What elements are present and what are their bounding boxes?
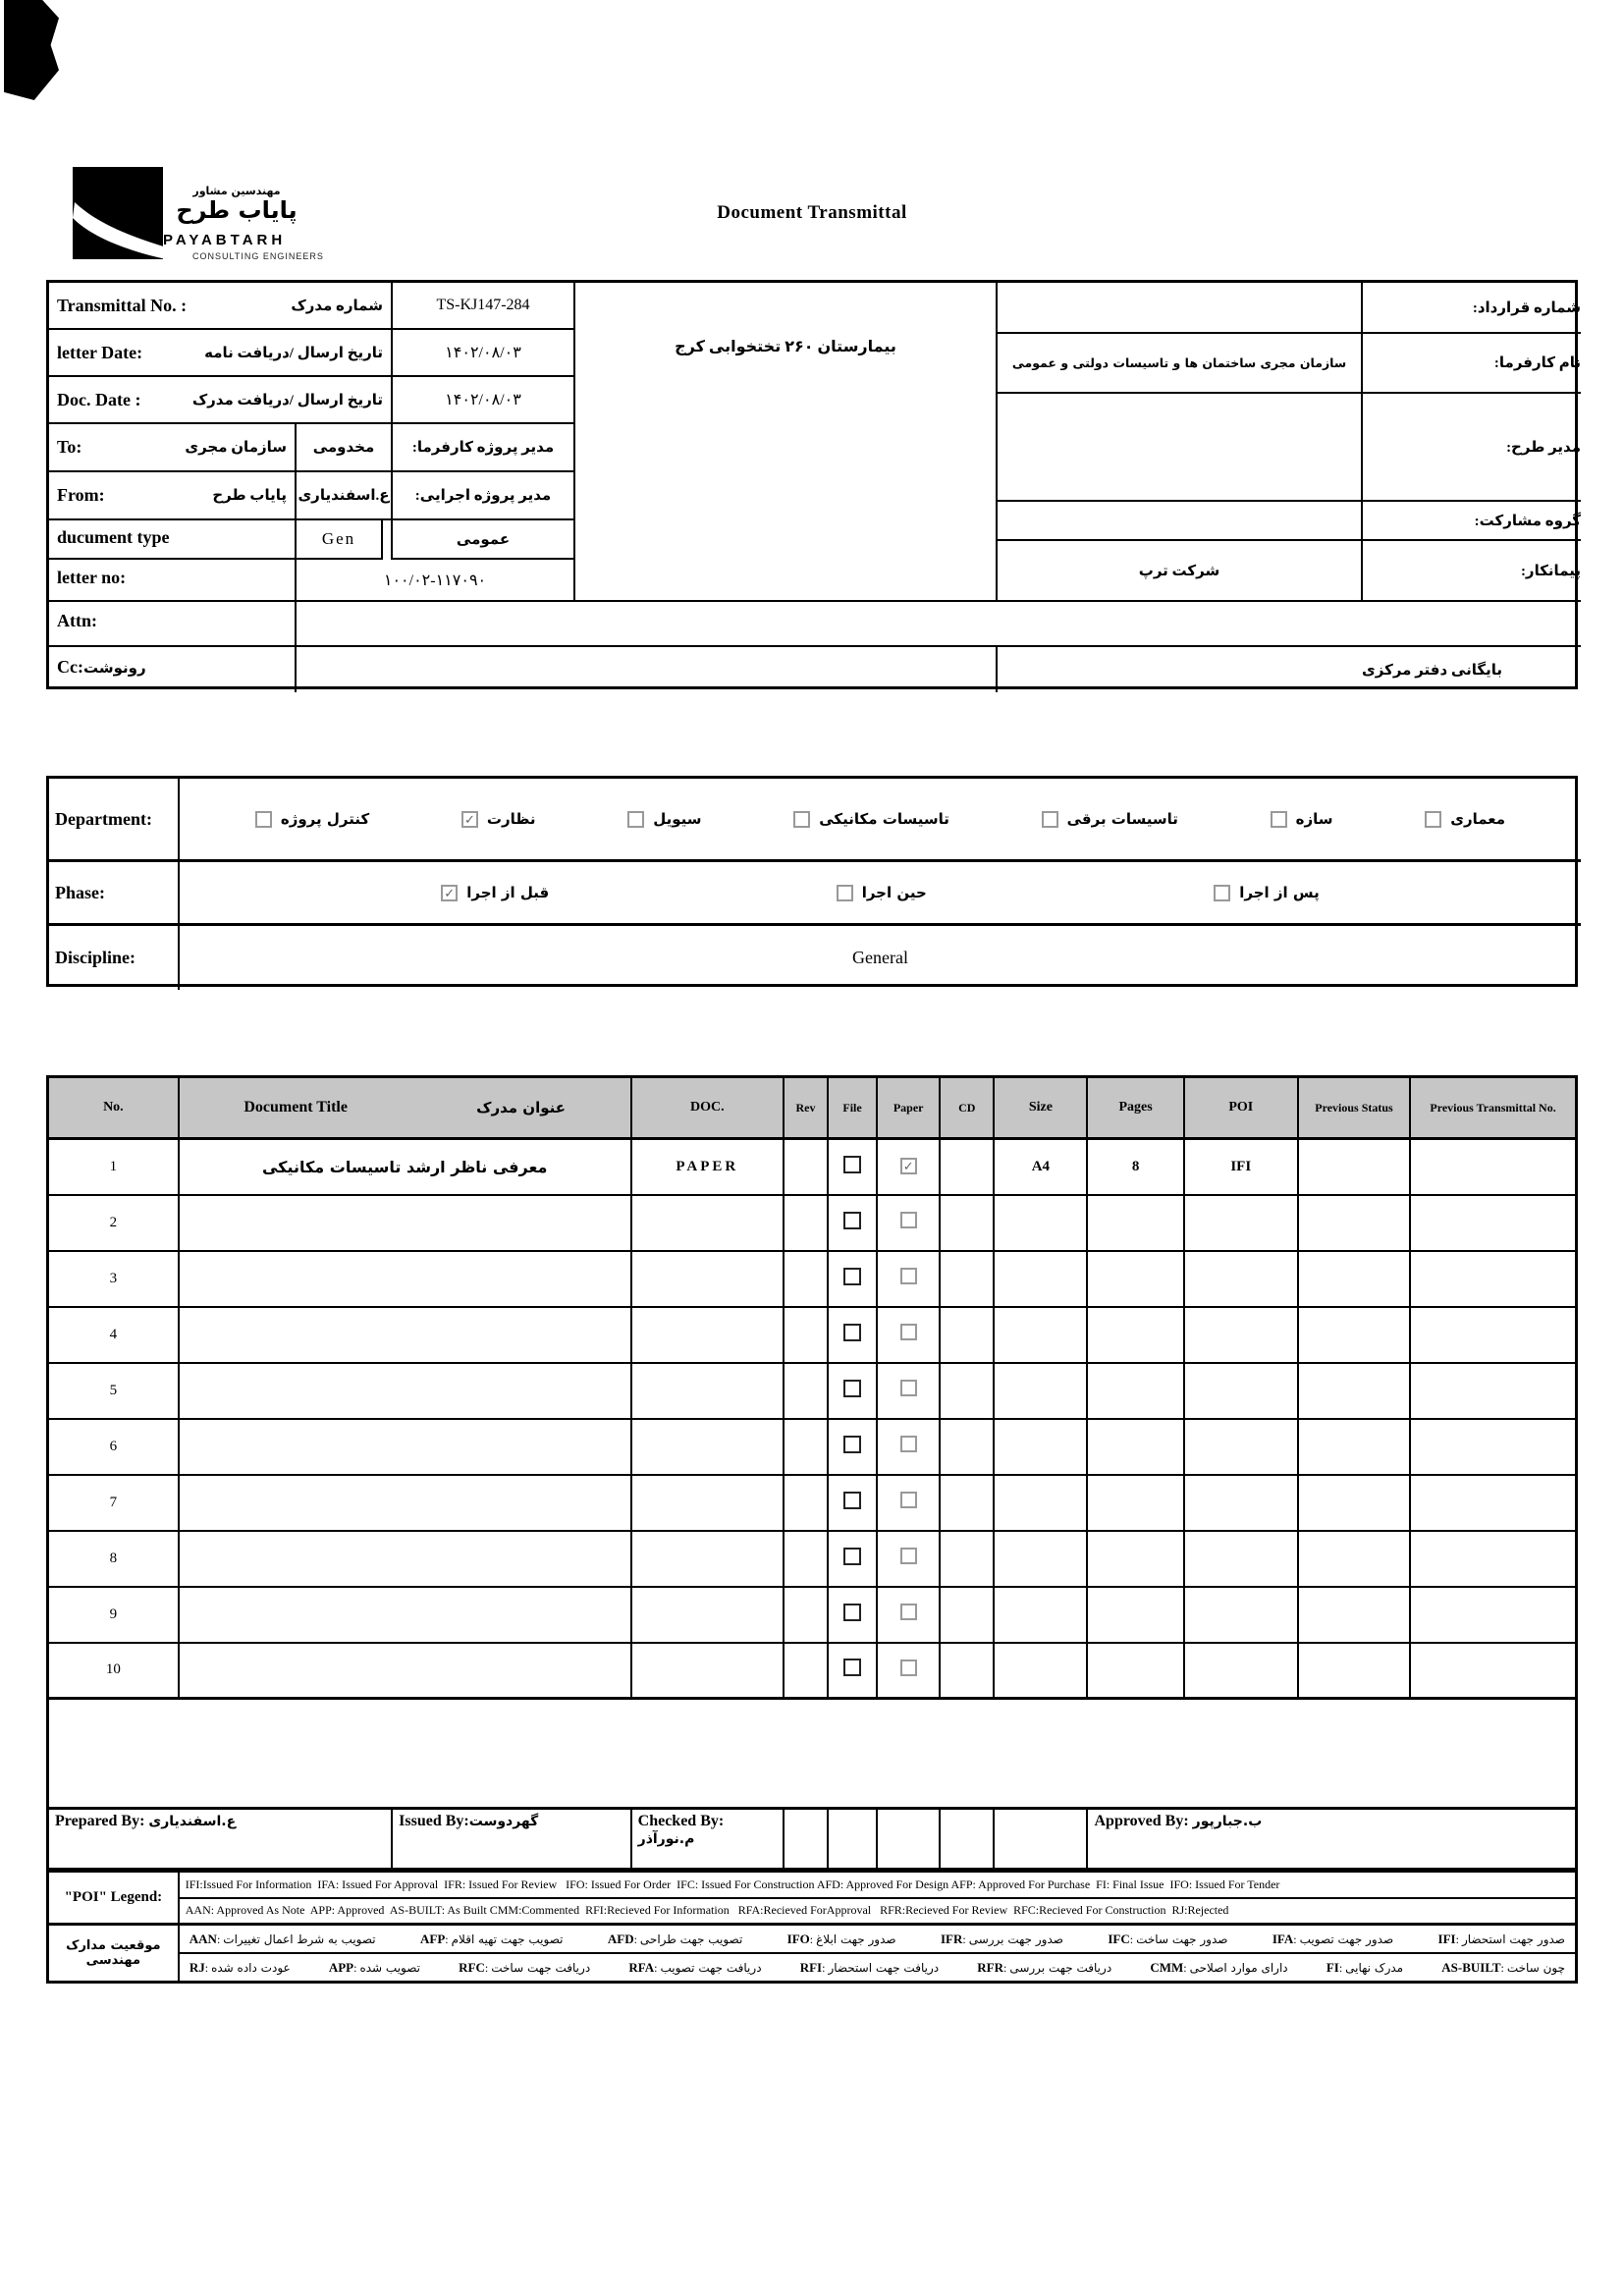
row-size	[994, 1587, 1087, 1643]
row-no: 7	[48, 1475, 179, 1531]
row-pages	[1087, 1475, 1183, 1531]
row-pages: 8	[1087, 1139, 1183, 1195]
table-row	[48, 1195, 1577, 1251]
row-title	[179, 1251, 631, 1307]
row-file	[828, 1531, 877, 1587]
row-prev-status	[1298, 1475, 1410, 1531]
row-rev	[784, 1419, 828, 1475]
row-prev-transmittal	[1410, 1363, 1576, 1419]
letter-date-value: ۱۴۰۲/۰۸/۰۳	[393, 330, 575, 377]
row-title	[179, 1363, 631, 1419]
department-option: ✓ نظارت	[461, 810, 536, 828]
col-doc: DOC.	[631, 1077, 784, 1139]
table-row	[48, 1587, 1577, 1643]
row-pages	[1087, 1363, 1183, 1419]
document-type-code: Gen	[297, 520, 383, 560]
row-cd	[940, 1251, 994, 1307]
department-option: سازه	[1271, 810, 1333, 828]
table-row	[48, 1251, 1577, 1307]
row-file	[828, 1587, 877, 1643]
col-poi: POI	[1184, 1077, 1298, 1139]
col-size: Size	[994, 1077, 1087, 1139]
file-checkbox[interactable]	[843, 1212, 861, 1229]
header-table	[46, 280, 1581, 689]
row-prev-status	[1298, 1587, 1410, 1643]
document-type-label: ducument type	[49, 520, 297, 560]
notes-area	[46, 1700, 1578, 1810]
row-cd	[940, 1419, 994, 1475]
checkbox-mechanical[interactable]	[793, 811, 810, 828]
row-rev	[784, 1363, 828, 1419]
transmittal-no-label: Transmittal No. : شماره مدرک	[49, 283, 393, 330]
design-manager-label: مدیر طرح:	[1363, 394, 1581, 502]
row-poi	[1184, 1307, 1298, 1363]
to-person: مخدومی	[297, 424, 393, 472]
logo-brand-en-sub: CONSULTING ENGINEERS	[192, 251, 324, 261]
checkbox-electrical[interactable]	[1042, 811, 1058, 828]
row-size	[994, 1195, 1087, 1251]
checkbox-supervision[interactable]: ✓	[461, 811, 478, 828]
row-file	[828, 1195, 877, 1251]
col-prev-transmittal: Previous Transmittal No.	[1410, 1077, 1576, 1139]
table-row	[48, 1139, 1577, 1195]
col-title: Document Title عنوان مدرک	[179, 1077, 631, 1139]
doc-table-header-row	[48, 1077, 1577, 1139]
from-person: ع.اسفندیاری	[297, 472, 393, 520]
file-checkbox[interactable]	[843, 1436, 861, 1453]
to-label: To: سازمان مجری	[49, 424, 297, 472]
row-cd	[940, 1531, 994, 1587]
row-paper	[877, 1251, 940, 1307]
row-paper	[877, 1587, 940, 1643]
department-option: معماری	[1425, 810, 1505, 828]
row-pages	[1087, 1195, 1183, 1251]
file-checkbox[interactable]	[843, 1324, 861, 1341]
row-prev-transmittal	[1410, 1475, 1576, 1531]
row-paper	[877, 1363, 940, 1419]
row-prev-status	[1298, 1363, 1410, 1419]
file-checkbox[interactable]	[843, 1268, 861, 1285]
discipline-label: Discipline:	[49, 926, 180, 990]
row-poi	[1184, 1419, 1298, 1475]
row-rev	[784, 1531, 828, 1587]
row-file	[828, 1643, 877, 1699]
file-checkbox[interactable]	[843, 1604, 861, 1621]
row-doc	[631, 1195, 784, 1251]
row-doc	[631, 1307, 784, 1363]
document-type-fa: عمومی	[391, 520, 575, 560]
from-label: From: پایاب طرح	[49, 472, 297, 520]
document-list-table	[46, 1075, 1578, 1700]
row-paper	[877, 1475, 940, 1531]
row-title	[179, 1643, 631, 1699]
row-rev	[784, 1587, 828, 1643]
cc-value	[297, 647, 998, 692]
contract-no-label: شماره قرارداد:	[1363, 283, 1581, 334]
row-no: 5	[48, 1363, 179, 1419]
row-file	[828, 1475, 877, 1531]
row-pages	[1087, 1419, 1183, 1475]
poi-legend-fa-label: موقعیت مدارک مهندسی	[48, 1925, 179, 1983]
approved-by-cell: Approved By: ب.جبارپور	[1087, 1809, 1576, 1870]
row-file	[828, 1419, 877, 1475]
department-option: تاسیسات مکانیکی	[793, 810, 949, 828]
row-size: A4	[994, 1139, 1087, 1195]
signature-row	[46, 1807, 1578, 1871]
row-rev	[784, 1195, 828, 1251]
row-rev	[784, 1643, 828, 1699]
logo-brand-en: PAYABTARH	[163, 232, 287, 248]
checkbox-civil[interactable]	[627, 811, 644, 828]
row-size	[994, 1419, 1087, 1475]
row-title	[179, 1475, 631, 1531]
poi-legend	[46, 1870, 1578, 1984]
row-size	[994, 1251, 1087, 1307]
row-prev-transmittal	[1410, 1643, 1576, 1699]
issued-by-cell: Issued By:گهردوست	[392, 1809, 630, 1870]
row-no: 9	[48, 1587, 179, 1643]
department-options	[180, 779, 1581, 862]
row-doc	[631, 1419, 784, 1475]
department-option: کنترل پروژه	[255, 810, 369, 828]
letter-no-value: ۱۰۰/۰۲-۱۱۷۰۹۰	[297, 560, 575, 602]
row-prev-status	[1298, 1307, 1410, 1363]
row-doc	[631, 1251, 784, 1307]
checkbox-structure[interactable]	[1271, 811, 1287, 828]
client-label: نام کارفرما:	[1363, 334, 1581, 394]
paper-checkbox[interactable]	[900, 1604, 917, 1620]
phase-option: حین اجرا	[837, 884, 927, 901]
checkbox-before-execution[interactable]: ✓	[441, 885, 458, 901]
logo-brand-fa-small: مهندسین مشاور	[192, 185, 281, 197]
row-cd	[940, 1307, 994, 1363]
row-title	[179, 1419, 631, 1475]
row-file	[828, 1251, 877, 1307]
col-cd: CD	[940, 1077, 994, 1139]
signature-spacer-cell	[994, 1809, 1087, 1870]
row-poi	[1184, 1475, 1298, 1531]
logo-brand-fa: پایاب طرح	[176, 196, 298, 224]
row-rev	[784, 1251, 828, 1307]
row-pages	[1087, 1307, 1183, 1363]
row-paper	[877, 1531, 940, 1587]
prepared-by-cell: Prepared By: ع.اسفندیاری	[48, 1809, 393, 1870]
row-prev-transmittal	[1410, 1587, 1576, 1643]
row-prev-transmittal	[1410, 1195, 1576, 1251]
row-paper	[877, 1419, 940, 1475]
table-row	[48, 1643, 1577, 1699]
phase-option: پس از اجرا	[1214, 884, 1319, 901]
row-poi	[1184, 1587, 1298, 1643]
row-title: معرفی ناظر ارشد تاسیسات مکانیکی	[179, 1139, 631, 1195]
row-prev-status	[1298, 1531, 1410, 1587]
poi-legend-label: "POI" Legend:	[48, 1872, 179, 1925]
poi-legend-fa-row1: IFI: صدور جهت استحضار IFA: صدور جهت تصویب IFC: صدور جهت ساخت IFR: صدور جهت بررسی IFO: صدور جهت ابلاغ AFD: تصویب جهت طراحی AFP: تصویب جهت تهیه اقلام AAN: تصویب به شرط اعمال تغییرات	[179, 1925, 1577, 1954]
checkbox-during-execution[interactable]	[837, 885, 853, 901]
row-pages	[1087, 1531, 1183, 1587]
jv-group-label: گروه مشارکت:	[1363, 502, 1581, 541]
row-rev	[784, 1475, 828, 1531]
poi-legend-fa-row2: AS-BUILT: چون ساخت FI: مدرک نهایی CMM: دارای موارد اصلاحی RFR: دریافت جهت بررسی RFI: دریافت جهت استحضار RFA: دریافت جهت تصویب RFC: دریافت جهت ساخت APP: تصویب شده RJ: عودت داده شده	[179, 1953, 1577, 1983]
row-title	[179, 1195, 631, 1251]
col-pages: Pages	[1087, 1077, 1183, 1139]
page-title: Document Transmittal	[717, 202, 907, 223]
row-no: 1	[48, 1139, 179, 1195]
attn-label: Attn:	[49, 602, 297, 647]
row-no: 8	[48, 1531, 179, 1587]
row-cd	[940, 1475, 994, 1531]
row-cd	[940, 1643, 994, 1699]
row-doc	[631, 1363, 784, 1419]
cc-archive: بایگانی دفتر مرکزی	[1362, 662, 1502, 679]
file-checkbox[interactable]	[843, 1156, 861, 1173]
scan-artifact	[4, 0, 59, 100]
row-no: 2	[48, 1195, 179, 1251]
contractor-value: شرکت ترپ	[998, 541, 1363, 602]
paper-checkbox[interactable]	[900, 1324, 917, 1340]
table-row	[48, 1307, 1577, 1363]
col-rev: Rev	[784, 1077, 828, 1139]
design-manager-value	[998, 394, 1363, 502]
phase-label: Phase:	[49, 862, 180, 926]
poi-legend-en-row1: IFI:Issued For Information IFA: Issued For Approval IFR: Issued For Review IFO: Issued For Order IFC: Issued For Construction AFD: Approved For Design AFP: Approved For Purchase FI: Final Issue IFO: Issued For Tender	[179, 1872, 1577, 1898]
paper-checkbox[interactable]	[900, 1380, 917, 1396]
discipline-value: General	[852, 948, 908, 967]
checkbox-architecture[interactable]	[1425, 811, 1441, 828]
row-paper	[877, 1643, 940, 1699]
department-label: Department:	[49, 779, 180, 862]
row-prev-status	[1298, 1643, 1410, 1699]
row-no: 3	[48, 1251, 179, 1307]
table-row	[48, 1531, 1577, 1587]
signature-spacer-cell	[784, 1809, 828, 1870]
col-prev-status: Previous Status	[1298, 1077, 1410, 1139]
row-doc	[631, 1587, 784, 1643]
doc-date-value: ۱۴۰۲/۰۸/۰۳	[393, 377, 575, 424]
col-paper: Paper	[877, 1077, 940, 1139]
row-poi: IFI	[1184, 1139, 1298, 1195]
row-paper	[877, 1307, 940, 1363]
row-title	[179, 1587, 631, 1643]
row-no: 10	[48, 1643, 179, 1699]
row-pages	[1087, 1643, 1183, 1699]
file-checkbox[interactable]	[843, 1548, 861, 1565]
row-prev-transmittal	[1410, 1531, 1576, 1587]
row-title	[179, 1307, 631, 1363]
signature-spacer-cell	[828, 1809, 877, 1870]
transmittal-no-value: TS-KJ147-284	[393, 283, 575, 330]
row-doc	[631, 1643, 784, 1699]
row-no: 4	[48, 1307, 179, 1363]
row-cd	[940, 1195, 994, 1251]
row-doc	[631, 1475, 784, 1531]
row-file	[828, 1139, 877, 1195]
letter-date-label: letter Date: تاریخ ارسال /دریافت نامه	[49, 330, 393, 377]
attn-value	[297, 602, 1581, 647]
row-prev-transmittal	[1410, 1419, 1576, 1475]
row-cd	[940, 1587, 994, 1643]
row-cd	[940, 1139, 994, 1195]
row-poi	[1184, 1531, 1298, 1587]
project-name: بیمارستان ۲۶۰ تختخوابی کرج	[575, 283, 998, 602]
classification-table	[46, 776, 1578, 987]
row-poi	[1184, 1643, 1298, 1699]
checkbox-project-control[interactable]	[255, 811, 272, 828]
letter-no-label: letter no:	[49, 560, 297, 602]
row-prev-status	[1298, 1195, 1410, 1251]
row-size	[994, 1531, 1087, 1587]
phase-options	[180, 862, 1581, 926]
jv-group-value	[998, 502, 1363, 541]
row-paper	[877, 1139, 940, 1195]
paper-checkbox[interactable]	[900, 1268, 917, 1284]
cc-label: Cc:رونوشت	[49, 647, 297, 692]
row-file	[828, 1363, 877, 1419]
row-no: 6	[48, 1419, 179, 1475]
row-prev-status	[1298, 1419, 1410, 1475]
row-prev-transmittal	[1410, 1251, 1576, 1307]
paper-checkbox[interactable]: ✓	[900, 1158, 917, 1174]
row-size	[994, 1643, 1087, 1699]
paper-checkbox[interactable]	[900, 1659, 917, 1676]
row-doc	[631, 1531, 784, 1587]
table-row	[48, 1363, 1577, 1419]
row-prev-status	[1298, 1139, 1410, 1195]
paper-checkbox[interactable]	[900, 1212, 917, 1228]
table-row	[48, 1419, 1577, 1475]
file-checkbox[interactable]	[843, 1659, 861, 1676]
row-rev	[784, 1139, 828, 1195]
client-value: سازمان مجری ساختمان ها و تاسیسات دولتی و عمومی	[998, 334, 1363, 394]
checked-by-cell: Checked By: م.نورآذر	[631, 1809, 784, 1870]
contract-no-value	[998, 283, 1363, 334]
row-prev-transmittal	[1410, 1139, 1576, 1195]
file-checkbox[interactable]	[843, 1380, 861, 1397]
paper-checkbox[interactable]	[900, 1548, 917, 1564]
paper-checkbox[interactable]	[900, 1436, 917, 1452]
row-size	[994, 1363, 1087, 1419]
row-title	[179, 1531, 631, 1587]
row-file	[828, 1307, 877, 1363]
paper-checkbox[interactable]	[900, 1492, 917, 1508]
row-pages	[1087, 1587, 1183, 1643]
col-file: File	[828, 1077, 877, 1139]
row-paper	[877, 1195, 940, 1251]
poi-legend-en-row2: AAN: Approved As Note APP: Approved AS-BUILT: As Built CMM:Commented RFI:Recieved For Information RFA:Recieved ForApproval RFR:Recieved For Review RFC:Recieved For Construction RJ:Rejected	[179, 1898, 1577, 1925]
department-option: تاسیسات برقی	[1042, 810, 1178, 828]
phase-option: ✓ قبل از اجرا	[441, 884, 549, 901]
row-cd	[940, 1363, 994, 1419]
table-row	[48, 1475, 1577, 1531]
row-prev-status	[1298, 1251, 1410, 1307]
doc-date-label: Doc. Date : تاریخ ارسال /دریافت مدرک	[49, 377, 393, 424]
row-poi	[1184, 1251, 1298, 1307]
to-role: مدیر پروژه کارفرما:	[393, 424, 575, 472]
signature-spacer-cell	[940, 1809, 994, 1870]
col-no: No.	[48, 1077, 179, 1139]
row-poi	[1184, 1363, 1298, 1419]
row-size	[994, 1307, 1087, 1363]
department-option: سیویل	[627, 810, 701, 828]
row-prev-transmittal	[1410, 1307, 1576, 1363]
from-role: مدیر پروژه اجرایی:	[393, 472, 575, 520]
file-checkbox[interactable]	[843, 1492, 861, 1509]
row-doc: PAPER	[631, 1139, 784, 1195]
row-size	[994, 1475, 1087, 1531]
checkbox-after-execution[interactable]	[1214, 885, 1230, 901]
contractor-label: پیمانکار:	[1363, 541, 1581, 602]
row-rev	[784, 1307, 828, 1363]
signature-spacer-cell	[877, 1809, 940, 1870]
row-pages	[1087, 1251, 1183, 1307]
row-poi	[1184, 1195, 1298, 1251]
